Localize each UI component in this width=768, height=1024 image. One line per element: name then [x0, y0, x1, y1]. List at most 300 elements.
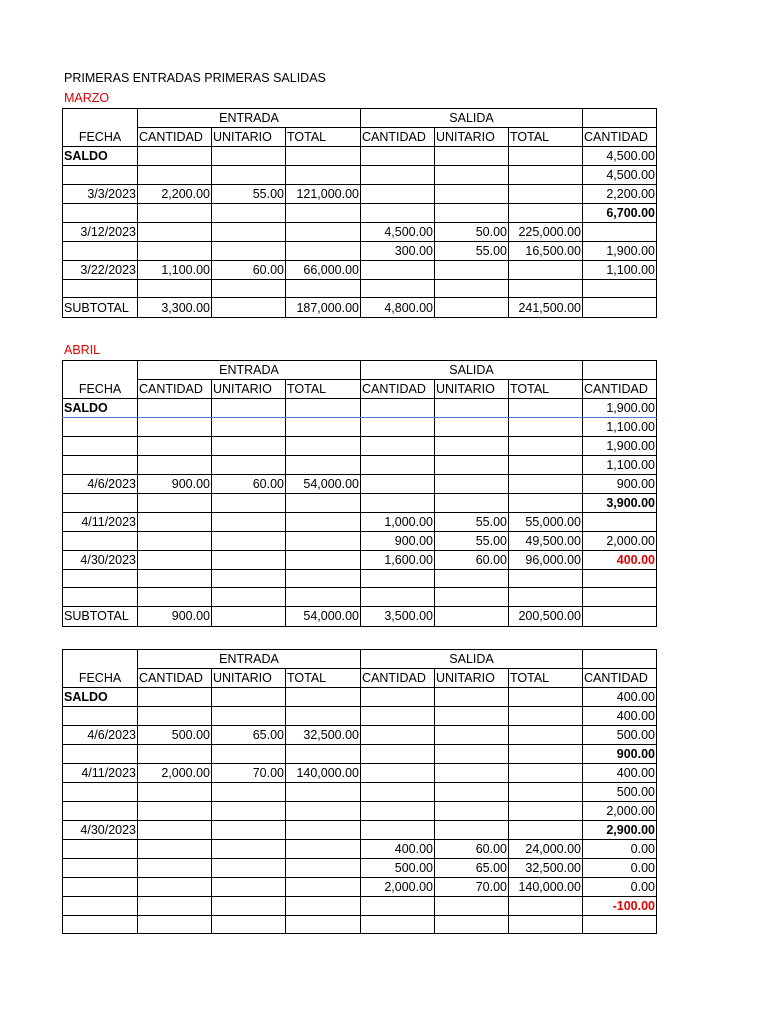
header-entrada[interactable]: ENTRADA — [138, 650, 361, 669]
salida-unitario-cell[interactable] — [435, 764, 509, 783]
entrada-total-cell[interactable] — [286, 242, 361, 261]
salida-cantidad-cell[interactable]: 400.00 — [361, 840, 435, 859]
salida-unitario-cell[interactable] — [435, 897, 509, 916]
salida-total-cell[interactable] — [509, 185, 583, 204]
entrada-cantidad-cell[interactable] — [138, 840, 212, 859]
salida-cantidad-cell[interactable] — [361, 456, 435, 475]
header-salida-total[interactable]: TOTAL — [509, 128, 583, 147]
entrada-unitario-cell[interactable] — [212, 745, 286, 764]
entrada-unitario-cell[interactable]: 60.00 — [212, 475, 286, 494]
salida-unitario-cell[interactable] — [435, 916, 509, 934]
header-empty-cell[interactable] — [63, 361, 138, 380]
entrada-total-cell[interactable] — [286, 821, 361, 840]
entrada-total-cell[interactable] — [286, 707, 361, 726]
entrada-unitario-cell[interactable] — [212, 204, 286, 223]
header-salida-unitario[interactable]: UNITARIO — [435, 380, 509, 399]
entrada-unitario-cell[interactable] — [212, 223, 286, 242]
entrada-cantidad-cell[interactable] — [138, 242, 212, 261]
fecha-cell[interactable]: SALDO — [63, 399, 138, 418]
fecha-cell[interactable]: 3/12/2023 — [63, 223, 138, 242]
entrada-cantidad-cell[interactable] — [138, 204, 212, 223]
header-salida-unitario[interactable]: UNITARIO — [435, 669, 509, 688]
saldo-cantidad-cell[interactable]: 1,900.00 — [583, 242, 657, 261]
fecha-cell[interactable] — [63, 588, 138, 606]
salida-cantidad-cell[interactable] — [361, 147, 435, 166]
entrada-cantidad-cell[interactable] — [138, 418, 212, 437]
entrada-total-cell[interactable] — [286, 916, 361, 934]
salida-unitario-cell[interactable] — [435, 726, 509, 745]
salida-unitario-cell[interactable]: 55.00 — [435, 532, 509, 551]
salida-cantidad-cell[interactable] — [361, 688, 435, 707]
salida-unitario-cell[interactable] — [435, 588, 509, 606]
entrada-total-cell[interactable] — [286, 897, 361, 916]
entrada-total-cell[interactable] — [286, 783, 361, 802]
salida-cantidad-cell[interactable] — [361, 185, 435, 204]
saldo-cantidad-cell[interactable]: 400.00 — [583, 688, 657, 707]
fecha-cell[interactable]: SUBTOTAL — [63, 298, 138, 318]
entrada-cantidad-cell[interactable]: 2,000.00 — [138, 764, 212, 783]
header-entrada-cantidad[interactable]: CANTIDAD — [138, 128, 212, 147]
saldo-cantidad-cell[interactable]: 500.00 — [583, 783, 657, 802]
fecha-cell[interactable] — [63, 456, 138, 475]
entrada-total-cell[interactable]: 187,000.00 — [286, 298, 361, 318]
entrada-unitario-cell[interactable] — [212, 859, 286, 878]
fecha-cell[interactable] — [63, 437, 138, 456]
entrada-cantidad-cell[interactable] — [138, 399, 212, 418]
salida-cantidad-cell[interactable] — [361, 475, 435, 494]
entrada-cantidad-cell[interactable]: 500.00 — [138, 726, 212, 745]
entrada-unitario-cell[interactable] — [212, 399, 286, 418]
salida-cantidad-cell[interactable]: 1,000.00 — [361, 513, 435, 532]
salida-unitario-cell[interactable] — [435, 570, 509, 588]
fecha-cell[interactable] — [63, 532, 138, 551]
entrada-unitario-cell[interactable] — [212, 897, 286, 916]
entrada-unitario-cell[interactable]: 55.00 — [212, 185, 286, 204]
salida-cantidad-cell[interactable] — [361, 726, 435, 745]
entrada-cantidad-cell[interactable]: 2,200.00 — [138, 185, 212, 204]
salida-cantidad-cell[interactable] — [361, 897, 435, 916]
header-empty-cell[interactable] — [583, 109, 657, 128]
salida-unitario-cell[interactable] — [435, 166, 509, 185]
fecha-cell[interactable] — [63, 242, 138, 261]
fecha-cell[interactable]: SALDO — [63, 688, 138, 707]
saldo-cantidad-cell[interactable]: 400.00 — [583, 707, 657, 726]
entrada-unitario-cell[interactable] — [212, 551, 286, 570]
entrada-unitario-cell[interactable] — [212, 606, 286, 626]
fecha-cell[interactable]: SUBTOTAL — [63, 606, 138, 626]
salida-unitario-cell[interactable] — [435, 280, 509, 298]
salida-unitario-cell[interactable]: 70.00 — [435, 878, 509, 897]
fecha-cell[interactable] — [63, 280, 138, 298]
header-salida-unitario[interactable]: UNITARIO — [435, 128, 509, 147]
fecha-cell[interactable] — [63, 878, 138, 897]
salida-total-cell[interactable]: 96,000.00 — [509, 551, 583, 570]
entrada-unitario-cell[interactable] — [212, 298, 286, 318]
salida-total-cell[interactable] — [509, 418, 583, 437]
saldo-cantidad-cell[interactable]: 2,900.00 — [583, 821, 657, 840]
entrada-cantidad-cell[interactable] — [138, 821, 212, 840]
saldo-cantidad-cell[interactable]: 4,500.00 — [583, 166, 657, 185]
entrada-unitario-cell[interactable] — [212, 494, 286, 513]
salida-unitario-cell[interactable]: 50.00 — [435, 223, 509, 242]
fecha-cell[interactable] — [63, 418, 138, 437]
header-empty-cell[interactable] — [63, 109, 138, 128]
fecha-cell[interactable]: 4/30/2023 — [63, 821, 138, 840]
entrada-unitario-cell[interactable]: 70.00 — [212, 764, 286, 783]
entrada-cantidad-cell[interactable]: 900.00 — [138, 475, 212, 494]
header-fecha[interactable]: FECHA — [63, 669, 138, 688]
salida-unitario-cell[interactable] — [435, 707, 509, 726]
salida-unitario-cell[interactable]: 60.00 — [435, 840, 509, 859]
entrada-total-cell[interactable] — [286, 166, 361, 185]
entrada-total-cell[interactable]: 121,000.00 — [286, 185, 361, 204]
salida-total-cell[interactable] — [509, 570, 583, 588]
salida-total-cell[interactable]: 241,500.00 — [509, 298, 583, 318]
fecha-cell[interactable]: 4/6/2023 — [63, 726, 138, 745]
header-saldo-cantidad[interactable]: CANTIDAD — [583, 128, 657, 147]
entrada-total-cell[interactable]: 140,000.00 — [286, 764, 361, 783]
header-salida-cantidad[interactable]: CANTIDAD — [361, 380, 435, 399]
entrada-total-cell[interactable] — [286, 688, 361, 707]
salida-cantidad-cell[interactable] — [361, 399, 435, 418]
entrada-cantidad-cell[interactable] — [138, 588, 212, 606]
header-entrada-total[interactable]: TOTAL — [286, 380, 361, 399]
entrada-unitario-cell[interactable] — [212, 147, 286, 166]
entrada-unitario-cell[interactable] — [212, 456, 286, 475]
header-entrada-total[interactable]: TOTAL — [286, 669, 361, 688]
entrada-total-cell[interactable] — [286, 494, 361, 513]
entrada-unitario-cell[interactable] — [212, 802, 286, 821]
saldo-cantidad-cell[interactable] — [583, 223, 657, 242]
entrada-cantidad-cell[interactable] — [138, 437, 212, 456]
fecha-cell[interactable]: 3/3/2023 — [63, 185, 138, 204]
salida-total-cell[interactable] — [509, 783, 583, 802]
salida-total-cell[interactable] — [509, 456, 583, 475]
entrada-cantidad-cell[interactable]: 1,100.00 — [138, 261, 212, 280]
fecha-cell[interactable] — [63, 494, 138, 513]
salida-cantidad-cell[interactable] — [361, 280, 435, 298]
entrada-total-cell[interactable] — [286, 223, 361, 242]
entrada-cantidad-cell[interactable] — [138, 494, 212, 513]
entrada-cantidad-cell[interactable] — [138, 745, 212, 764]
entrada-total-cell[interactable] — [286, 418, 361, 437]
header-entrada[interactable]: ENTRADA — [138, 109, 361, 128]
entrada-unitario-cell[interactable] — [212, 166, 286, 185]
salida-total-cell[interactable] — [509, 399, 583, 418]
saldo-cantidad-cell[interactable]: -100.00 — [583, 897, 657, 916]
header-saldo-cantidad[interactable]: CANTIDAD — [583, 669, 657, 688]
header-salida[interactable]: SALIDA — [361, 109, 583, 128]
entrada-cantidad-cell[interactable] — [138, 802, 212, 821]
salida-total-cell[interactable] — [509, 916, 583, 934]
entrada-cantidad-cell[interactable] — [138, 280, 212, 298]
salida-cantidad-cell[interactable] — [361, 418, 435, 437]
salida-unitario-cell[interactable]: 60.00 — [435, 551, 509, 570]
entrada-total-cell[interactable] — [286, 204, 361, 223]
salida-total-cell[interactable]: 200,500.00 — [509, 606, 583, 626]
saldo-cantidad-cell[interactable] — [583, 298, 657, 318]
entrada-cantidad-cell[interactable] — [138, 783, 212, 802]
salida-total-cell[interactable] — [509, 802, 583, 821]
saldo-cantidad-cell[interactable]: 1,900.00 — [583, 399, 657, 418]
entrada-unitario-cell[interactable] — [212, 783, 286, 802]
salida-cantidad-cell[interactable] — [361, 204, 435, 223]
salida-total-cell[interactable]: 49,500.00 — [509, 532, 583, 551]
entrada-total-cell[interactable] — [286, 588, 361, 606]
entrada-total-cell[interactable] — [286, 859, 361, 878]
entrada-total-cell[interactable] — [286, 840, 361, 859]
header-empty-cell[interactable] — [583, 650, 657, 669]
header-salida-total[interactable]: TOTAL — [509, 669, 583, 688]
entrada-cantidad-cell[interactable] — [138, 513, 212, 532]
entrada-cantidad-cell[interactable] — [138, 223, 212, 242]
saldo-cantidad-cell[interactable]: 2,000.00 — [583, 802, 657, 821]
salida-total-cell[interactable] — [509, 764, 583, 783]
fecha-cell[interactable] — [63, 916, 138, 934]
header-fecha[interactable]: FECHA — [63, 128, 138, 147]
header-entrada[interactable]: ENTRADA — [138, 361, 361, 380]
salida-cantidad-cell[interactable] — [361, 588, 435, 606]
salida-cantidad-cell[interactable] — [361, 707, 435, 726]
entrada-unitario-cell[interactable] — [212, 570, 286, 588]
entrada-unitario-cell[interactable] — [212, 707, 286, 726]
salida-cantidad-cell[interactable]: 2,000.00 — [361, 878, 435, 897]
entrada-unitario-cell[interactable] — [212, 916, 286, 934]
entrada-cantidad-cell[interactable] — [138, 551, 212, 570]
salida-unitario-cell[interactable] — [435, 261, 509, 280]
entrada-total-cell[interactable] — [286, 399, 361, 418]
salida-cantidad-cell[interactable] — [361, 570, 435, 588]
entrada-total-cell[interactable] — [286, 513, 361, 532]
salida-cantidad-cell[interactable]: 3,500.00 — [361, 606, 435, 626]
salida-total-cell[interactable] — [509, 204, 583, 223]
salida-unitario-cell[interactable] — [435, 437, 509, 456]
entrada-unitario-cell[interactable] — [212, 437, 286, 456]
salida-total-cell[interactable]: 24,000.00 — [509, 840, 583, 859]
salida-cantidad-cell[interactable]: 1,600.00 — [361, 551, 435, 570]
salida-cantidad-cell[interactable] — [361, 764, 435, 783]
saldo-cantidad-cell[interactable] — [583, 570, 657, 588]
entrada-cantidad-cell[interactable] — [138, 456, 212, 475]
entrada-unitario-cell[interactable] — [212, 878, 286, 897]
entrada-total-cell[interactable]: 54,000.00 — [286, 475, 361, 494]
entrada-unitario-cell[interactable]: 60.00 — [212, 261, 286, 280]
fecha-cell[interactable] — [63, 204, 138, 223]
salida-unitario-cell[interactable] — [435, 298, 509, 318]
entrada-unitario-cell[interactable] — [212, 513, 286, 532]
saldo-cantidad-cell[interactable] — [583, 606, 657, 626]
saldo-cantidad-cell[interactable]: 1,100.00 — [583, 418, 657, 437]
header-entrada-unitario[interactable]: UNITARIO — [212, 380, 286, 399]
entrada-total-cell[interactable] — [286, 437, 361, 456]
entrada-cantidad-cell[interactable] — [138, 878, 212, 897]
saldo-cantidad-cell[interactable]: 1,900.00 — [583, 437, 657, 456]
header-salida[interactable]: SALIDA — [361, 361, 583, 380]
salida-cantidad-cell[interactable] — [361, 261, 435, 280]
salida-unitario-cell[interactable] — [435, 399, 509, 418]
fecha-cell[interactable]: 4/11/2023 — [63, 513, 138, 532]
salida-total-cell[interactable] — [509, 588, 583, 606]
entrada-cantidad-cell[interactable] — [138, 859, 212, 878]
entrada-unitario-cell[interactable] — [212, 418, 286, 437]
fecha-cell[interactable] — [63, 570, 138, 588]
saldo-cantidad-cell[interactable]: 0.00 — [583, 859, 657, 878]
salida-cantidad-cell[interactable] — [361, 821, 435, 840]
salida-total-cell[interactable] — [509, 280, 583, 298]
entrada-cantidad-cell[interactable] — [138, 570, 212, 588]
fecha-cell[interactable]: 4/11/2023 — [63, 764, 138, 783]
entrada-total-cell[interactable] — [286, 802, 361, 821]
entrada-unitario-cell[interactable] — [212, 280, 286, 298]
entrada-unitario-cell[interactable]: 65.00 — [212, 726, 286, 745]
fecha-cell[interactable] — [63, 802, 138, 821]
salida-cantidad-cell[interactable] — [361, 437, 435, 456]
header-entrada-cantidad[interactable]: CANTIDAD — [138, 380, 212, 399]
entrada-unitario-cell[interactable] — [212, 588, 286, 606]
entrada-unitario-cell[interactable] — [212, 242, 286, 261]
salida-unitario-cell[interactable] — [435, 185, 509, 204]
salida-cantidad-cell[interactable] — [361, 916, 435, 934]
entrada-total-cell[interactable] — [286, 456, 361, 475]
salida-unitario-cell[interactable] — [435, 802, 509, 821]
salida-total-cell[interactable] — [509, 261, 583, 280]
entrada-total-cell[interactable]: 66,000.00 — [286, 261, 361, 280]
entrada-cantidad-cell[interactable] — [138, 688, 212, 707]
salida-total-cell[interactable] — [509, 821, 583, 840]
salida-unitario-cell[interactable] — [435, 456, 509, 475]
header-salida-total[interactable]: TOTAL — [509, 380, 583, 399]
entrada-cantidad-cell[interactable] — [138, 707, 212, 726]
salida-unitario-cell[interactable] — [435, 494, 509, 513]
entrada-cantidad-cell[interactable] — [138, 532, 212, 551]
entrada-total-cell[interactable]: 32,500.00 — [286, 726, 361, 745]
entrada-total-cell[interactable] — [286, 570, 361, 588]
fecha-cell[interactable] — [63, 166, 138, 185]
salida-total-cell[interactable] — [509, 147, 583, 166]
header-empty-cell[interactable] — [63, 650, 138, 669]
salida-total-cell[interactable] — [509, 166, 583, 185]
entrada-total-cell[interactable] — [286, 745, 361, 764]
entrada-cantidad-cell[interactable] — [138, 166, 212, 185]
salida-total-cell[interactable]: 32,500.00 — [509, 859, 583, 878]
saldo-cantidad-cell[interactable]: 0.00 — [583, 840, 657, 859]
fecha-cell[interactable] — [63, 783, 138, 802]
entrada-cantidad-cell[interactable]: 3,300.00 — [138, 298, 212, 318]
salida-cantidad-cell[interactable]: 4,800.00 — [361, 298, 435, 318]
entrada-unitario-cell[interactable] — [212, 840, 286, 859]
saldo-cantidad-cell[interactable]: 4,500.00 — [583, 147, 657, 166]
saldo-cantidad-cell[interactable]: 3,900.00 — [583, 494, 657, 513]
salida-unitario-cell[interactable] — [435, 688, 509, 707]
fecha-cell[interactable] — [63, 840, 138, 859]
header-entrada-total[interactable]: TOTAL — [286, 128, 361, 147]
fecha-cell[interactable]: SALDO — [63, 147, 138, 166]
header-entrada-unitario[interactable]: UNITARIO — [212, 128, 286, 147]
fecha-cell[interactable] — [63, 897, 138, 916]
saldo-cantidad-cell[interactable]: 1,100.00 — [583, 261, 657, 280]
salida-cantidad-cell[interactable]: 4,500.00 — [361, 223, 435, 242]
salida-total-cell[interactable] — [509, 745, 583, 764]
salida-unitario-cell[interactable] — [435, 821, 509, 840]
salida-total-cell[interactable] — [509, 437, 583, 456]
salida-cantidad-cell[interactable] — [361, 802, 435, 821]
entrada-cantidad-cell[interactable] — [138, 147, 212, 166]
header-saldo-cantidad[interactable]: CANTIDAD — [583, 380, 657, 399]
entrada-total-cell[interactable] — [286, 551, 361, 570]
header-salida[interactable]: SALIDA — [361, 650, 583, 669]
salida-unitario-cell[interactable] — [435, 418, 509, 437]
fecha-cell[interactable] — [63, 859, 138, 878]
entrada-total-cell[interactable] — [286, 147, 361, 166]
saldo-cantidad-cell[interactable] — [583, 513, 657, 532]
salida-cantidad-cell[interactable] — [361, 166, 435, 185]
saldo-cantidad-cell[interactable]: 900.00 — [583, 475, 657, 494]
entrada-total-cell[interactable] — [286, 280, 361, 298]
saldo-cantidad-cell[interactable]: 1,100.00 — [583, 456, 657, 475]
header-fecha[interactable]: FECHA — [63, 380, 138, 399]
salida-total-cell[interactable]: 55,000.00 — [509, 513, 583, 532]
entrada-total-cell[interactable] — [286, 532, 361, 551]
header-salida-cantidad[interactable]: CANTIDAD — [361, 669, 435, 688]
salida-total-cell[interactable] — [509, 726, 583, 745]
entrada-total-cell[interactable] — [286, 878, 361, 897]
salida-total-cell[interactable] — [509, 494, 583, 513]
saldo-cantidad-cell[interactable] — [583, 280, 657, 298]
fecha-cell[interactable] — [63, 707, 138, 726]
salida-total-cell[interactable] — [509, 707, 583, 726]
saldo-cantidad-cell[interactable]: 0.00 — [583, 878, 657, 897]
fecha-cell[interactable]: 4/6/2023 — [63, 475, 138, 494]
header-entrada-cantidad[interactable]: CANTIDAD — [138, 669, 212, 688]
salida-unitario-cell[interactable] — [435, 204, 509, 223]
salida-unitario-cell[interactable]: 55.00 — [435, 513, 509, 532]
salida-unitario-cell[interactable] — [435, 606, 509, 626]
header-entrada-unitario[interactable]: UNITARIO — [212, 669, 286, 688]
entrada-unitario-cell[interactable] — [212, 821, 286, 840]
salida-cantidad-cell[interactable]: 900.00 — [361, 532, 435, 551]
fecha-cell[interactable]: 3/22/2023 — [63, 261, 138, 280]
salida-cantidad-cell[interactable]: 500.00 — [361, 859, 435, 878]
entrada-total-cell[interactable]: 54,000.00 — [286, 606, 361, 626]
salida-unitario-cell[interactable]: 65.00 — [435, 859, 509, 878]
salida-total-cell[interactable] — [509, 475, 583, 494]
saldo-cantidad-cell[interactable]: 400.00 — [583, 764, 657, 783]
header-empty-cell[interactable] — [583, 361, 657, 380]
fecha-cell[interactable] — [63, 745, 138, 764]
saldo-cantidad-cell[interactable]: 500.00 — [583, 726, 657, 745]
saldo-cantidad-cell[interactable]: 900.00 — [583, 745, 657, 764]
saldo-cantidad-cell[interactable]: 2,000.00 — [583, 532, 657, 551]
salida-cantidad-cell[interactable] — [361, 783, 435, 802]
saldo-cantidad-cell[interactable]: 2,200.00 — [583, 185, 657, 204]
salida-total-cell[interactable]: 140,000.00 — [509, 878, 583, 897]
header-salida-cantidad[interactable]: CANTIDAD — [361, 128, 435, 147]
entrada-cantidad-cell[interactable] — [138, 897, 212, 916]
entrada-cantidad-cell[interactable] — [138, 916, 212, 934]
entrada-unitario-cell[interactable] — [212, 532, 286, 551]
salida-unitario-cell[interactable] — [435, 783, 509, 802]
salida-cantidad-cell[interactable] — [361, 745, 435, 764]
salida-total-cell[interactable] — [509, 688, 583, 707]
salida-cantidad-cell[interactable]: 300.00 — [361, 242, 435, 261]
salida-total-cell[interactable] — [509, 897, 583, 916]
entrada-unitario-cell[interactable] — [212, 688, 286, 707]
salida-unitario-cell[interactable]: 55.00 — [435, 242, 509, 261]
fecha-cell[interactable]: 4/30/2023 — [63, 551, 138, 570]
entrada-cantidad-cell[interactable]: 900.00 — [138, 606, 212, 626]
salida-cantidad-cell[interactable] — [361, 494, 435, 513]
salida-total-cell[interactable]: 225,000.00 — [509, 223, 583, 242]
